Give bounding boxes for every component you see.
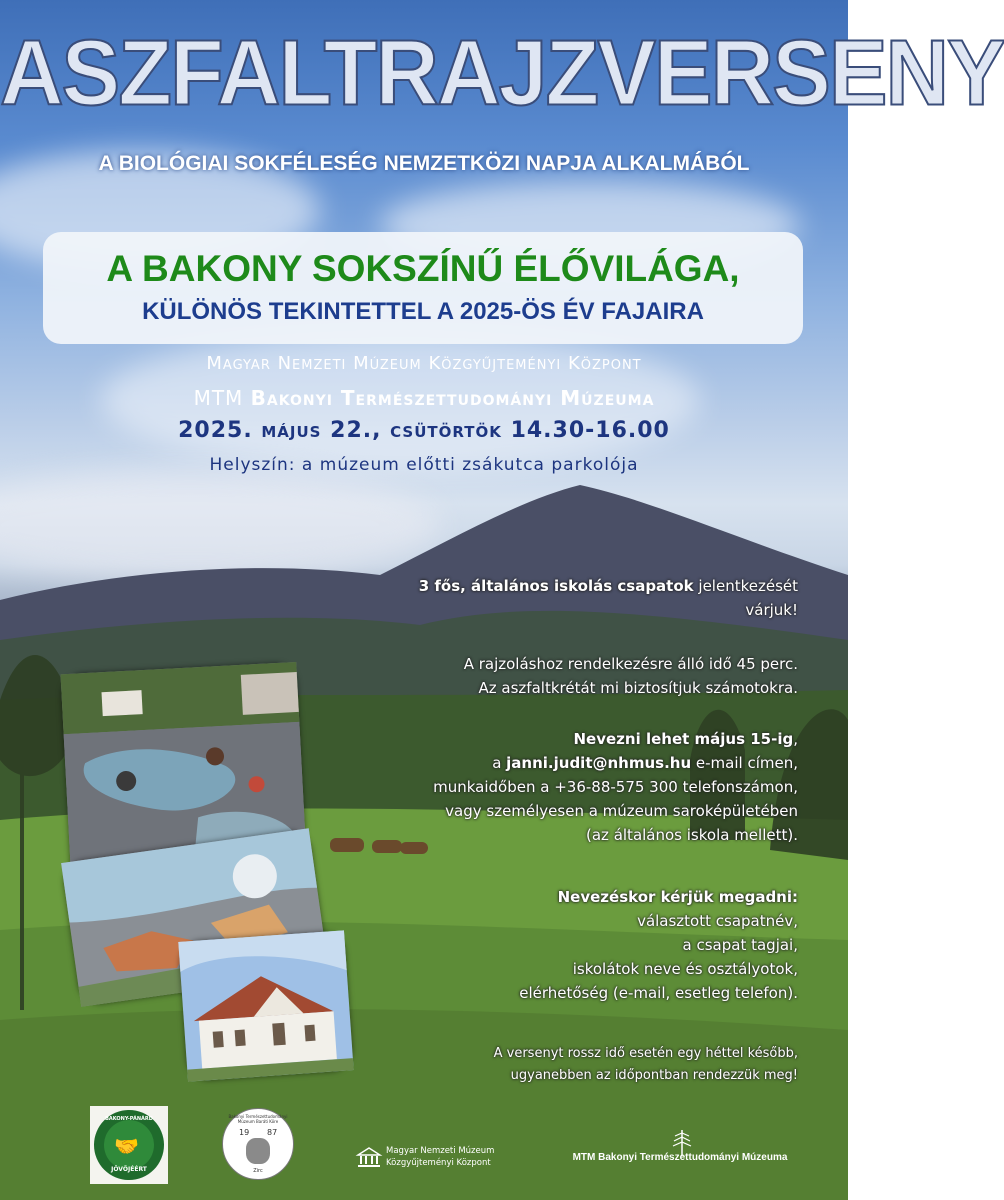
teams-text-2: várjuk! [745,601,798,619]
deadline-bold: Nevezni lehet május 15-ig [573,730,794,748]
theme-line-1: A BAKONY SOKSZÍNŰ ÉLŐVILÁGA, [106,248,740,289]
deadline-comma: , [793,730,798,748]
theme-line-2: KÜLÖNÖS TEKINTETTEL A 2025-ÖS ÉV FAJAIRA [142,298,704,325]
logo1-bottom-text: JÖVŐJÉÉRT [111,1166,147,1173]
logo1-top-text: BAKONY-PÁNÁRD [105,1116,153,1122]
teams-text: jelentkezését [693,577,798,595]
theme-box [43,232,803,344]
logo3-line1: Magyar Nemzeti Múzeum [386,1146,495,1156]
weather-line-1: A versenyt rossz idő esetén egy héttel később, [493,1046,798,1061]
organizer-line-2 [0,386,848,410]
required-item: iskolátok neve és osztályotok, [572,960,798,978]
logo2-year-right: 87 [267,1128,278,1137]
logo-baráti-kor [222,1108,294,1180]
email-pre: a [492,754,507,772]
logo2-city: Zirc [253,1168,263,1174]
date-weekday: csütörtök [390,418,502,443]
weather-line-2: ugyanebben az időpontban rendezzük meg! [510,1068,798,1083]
logo-mnm-kk [356,1144,526,1174]
time-info [278,652,798,700]
email-link[interactable]: janni.judit@nhmus.hu [506,754,692,772]
required-item: elérhetőség (e-mail, esetleg telefon). [519,984,798,1002]
logo2-ring-text: Bakonyi Természettudományi Múzeum Baráti Köre [228,1114,288,1124]
subtitle: A BIOLÓGIAI SOKFÉLESÉG NEMZETKÖZI NAPJA ALKALMÁBÓL [98,152,750,175]
photo-museum-building [178,930,353,1081]
logo3-line2: Közgyűjteményi Központ [386,1158,491,1168]
required-item: választott csapatnév, [637,912,798,930]
logo4-text: MTM Bakonyi Természettudományi Múzeuma [572,1152,788,1163]
date-time: 14.30-16.00 [510,418,670,443]
date-day: május 22., [261,418,382,443]
date-year: 2025. [178,418,253,443]
organizer-prefix: MTM [193,386,251,410]
logo-mtm-btm [560,1128,800,1168]
page-title: ASZFALTRAJZVERSENY [0,20,1004,125]
required-info [278,885,798,1005]
teams-info [278,574,798,622]
time-line-1: A rajzoláshoz rendelkezésre álló idő 45 perc. [463,655,798,673]
logo2-year-left: 19 [239,1128,250,1137]
school-line: (az általános iskola mellett). [586,826,798,844]
registration-info [278,727,798,847]
required-bold: Nevezéskor kérjük megadni: [557,888,798,906]
handshake-icon: 🤝 [114,1134,139,1158]
museum-building-icon [356,1146,382,1168]
time-line-2: Az aszfaltkrétát mi biztosítjuk számotokra. [478,679,798,697]
email-post: e-mail címen, [691,754,798,772]
organizer-museum: Bakonyi Természettudományi Múzeuma [250,386,655,410]
venue: Helyszín: a múzeum előtti zsákutca parkolója [209,455,639,475]
event-date [0,418,848,443]
turtle-icon [246,1138,270,1164]
teams-bold: 3 fős, általános iskolás csapatok [418,577,694,595]
person-line: vagy személyesen a múzeum saroképületében [445,802,798,820]
phone-line: munkaidőben a +36-88-575 300 telefonszámon, [433,778,798,796]
logo-bakony-panard [90,1106,168,1184]
organizer-line-1: Magyar Nemzeti Múzeum Közgyűjteményi Központ [206,353,642,374]
weather-info [278,1043,798,1087]
required-item: a csapat tagjai, [682,936,798,954]
logo-bar [0,1100,848,1200]
